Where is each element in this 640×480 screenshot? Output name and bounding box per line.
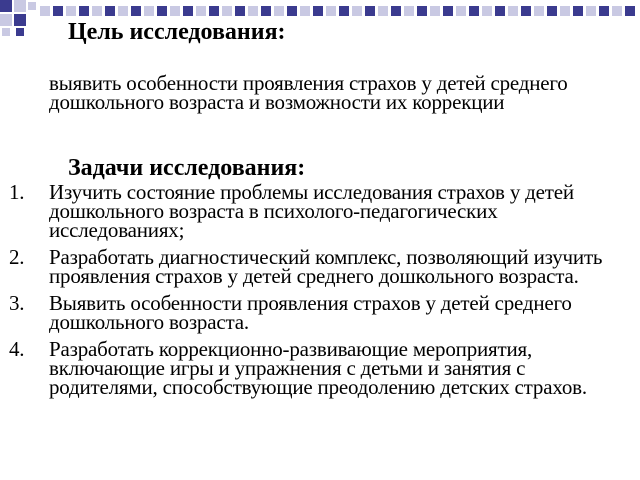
task-number: 3.	[9, 291, 25, 315]
decor-square	[2, 28, 10, 36]
decor-square	[209, 6, 219, 16]
decor-square	[404, 6, 414, 16]
decor-square	[183, 6, 193, 16]
decor-square	[40, 6, 50, 16]
decor-square	[534, 6, 544, 16]
decor-square	[235, 6, 245, 16]
decor-square	[222, 6, 232, 16]
decor-square	[14, 14, 26, 26]
decor-square	[66, 6, 76, 16]
decor-square	[443, 6, 453, 16]
decor-square	[131, 6, 141, 16]
task-text: Изучить состояние проблемы исследования страхов у детей дошкольного возраста в психолого-педагогических исследованиях;	[49, 180, 574, 242]
decor-square	[14, 0, 26, 12]
decor-square	[391, 6, 401, 16]
goal-title: Цель исследования:	[68, 19, 286, 45]
decor-square	[16, 28, 24, 36]
decor-square	[625, 6, 635, 16]
decor-square	[28, 2, 36, 10]
decor-square	[274, 6, 284, 16]
task-item	[0, 291, 624, 334]
decor-square	[196, 6, 206, 16]
decor-square	[508, 6, 518, 16]
decor-square	[547, 6, 557, 16]
decor-square	[456, 6, 466, 16]
task-text: Разработать диагностический комплекс, позволяющий изучить проявления страхов у детей среднего дошкольного возраста.	[49, 245, 603, 288]
decor-square	[599, 6, 609, 16]
goal-text: выявить особенности проявления страхов у детей среднего дошкольного возраста и возможности их коррекции	[49, 71, 568, 114]
task-text: Разработать коррекционно-развивающие мероприятия, включающие игры и упражнения с детьми и занятия с родителями, способствующие преодолению детских страхов.	[49, 337, 587, 399]
decor-square	[287, 6, 297, 16]
task-text: Выявить особенности проявления страхов у детей среднего дошкольного возраста.	[49, 291, 572, 334]
decor-square	[144, 6, 154, 16]
decor-square	[352, 6, 362, 16]
decor-square	[0, 0, 12, 12]
decor-square	[521, 6, 531, 16]
task-list	[0, 180, 640, 405]
decor-square	[300, 6, 310, 16]
decor-square	[79, 6, 89, 16]
decor-square	[118, 6, 128, 16]
decor-square	[170, 6, 180, 16]
decor-square	[430, 6, 440, 16]
decor-square	[53, 6, 63, 16]
decor-square	[417, 6, 427, 16]
decor-square	[612, 6, 622, 16]
decor-square	[586, 6, 596, 16]
decor-square	[157, 6, 167, 16]
decor-square	[313, 6, 323, 16]
task-number: 4.	[9, 337, 25, 361]
decor-square	[92, 6, 102, 16]
decor-square	[378, 6, 388, 16]
task-item	[0, 337, 624, 399]
decor-square	[469, 6, 479, 16]
decor-square	[261, 6, 271, 16]
decor-square	[105, 6, 115, 16]
decor-square	[326, 6, 336, 16]
decor-square	[248, 6, 258, 16]
decor-square	[339, 6, 349, 16]
decor-square	[0, 14, 12, 26]
decor-square	[482, 6, 492, 16]
task-number: 1.	[9, 180, 25, 204]
decor-square	[560, 6, 570, 16]
decor-square	[495, 6, 505, 16]
tasks-title: Задачи исследования:	[68, 155, 306, 181]
task-number: 2.	[9, 245, 25, 269]
decor-square	[573, 6, 583, 16]
task-item	[0, 245, 624, 288]
decor-square	[365, 6, 375, 16]
task-item	[0, 180, 624, 242]
